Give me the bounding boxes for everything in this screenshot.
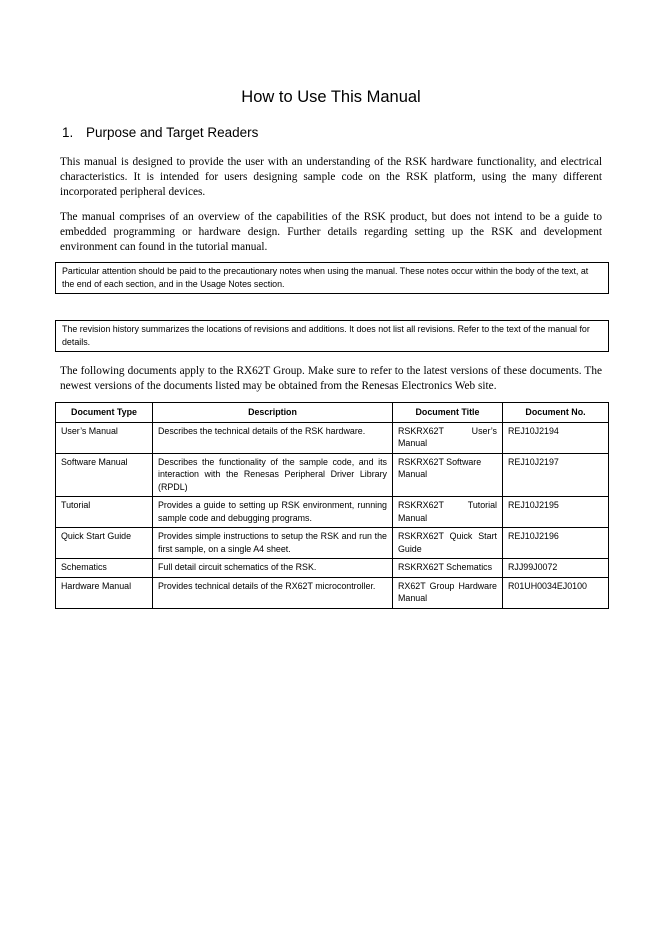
cell-description: Provides a guide to setting up RSK environment, running sample code and debugging programs. <box>153 497 393 528</box>
note-box-precautions: Particular attention should be paid to the precautionary notes when using the manual. These notes occur within the body of the text, at the end of each section, and in the Usage Notes section. <box>55 262 609 294</box>
cell-document-title: RSKRX62T Quick Start Guide <box>393 528 503 559</box>
section-heading-text: Purpose and Target Readers <box>86 125 259 140</box>
header-document-no: Document No. <box>503 403 609 423</box>
section-number: 1. <box>62 125 74 140</box>
table-row <box>56 528 609 559</box>
table-row <box>56 577 609 608</box>
cell-document-type: Quick Start Guide <box>56 528 153 559</box>
cell-description: Describes the functionality of the sample code, and its interaction with the Renesas Peripheral Driver Library (RPDL) <box>153 453 393 497</box>
section-heading <box>62 125 258 140</box>
table-row <box>56 422 609 453</box>
page-title: How to Use This Manual <box>241 88 421 106</box>
paragraph-overview: The manual comprises of an overview of the capabilities of the RSK product, but does not intend to be a guide to embedded programming or hardware design. Further details regarding setting up the RSK and development environment can found in the tutorial manual. <box>60 211 602 253</box>
paragraph-purpose: This manual is designed to provide the user with an understanding of the RSK hardware functionality, and electrical characteristics. It is intended for users designing sample code on the RSK platform, using the many different incorporated peripheral devices. <box>60 156 602 198</box>
cell-document-type: Hardware Manual <box>56 577 153 608</box>
cell-document-type: Tutorial <box>56 497 153 528</box>
cell-document-title: RSKRX62T Software Manual <box>393 453 503 497</box>
cell-document-no: REJ10J2197 <box>503 453 609 497</box>
cell-document-title: RSKRX62T Tutorial Manual <box>393 497 503 528</box>
cell-description: Full detail circuit schematics of the RSK. <box>153 559 393 578</box>
cell-description: Provides technical details of the RX62T microcontroller. <box>153 577 393 608</box>
paragraph-documents: The following documents apply to the RX62T Group. Make sure to refer to the latest versions of these documents. The newest versions of the documents listed may be obtained from the Renesas Electronics Web site. <box>60 365 602 392</box>
note-box-revision-history: The revision history summarizes the locations of revisions and additions. It does not list all revisions. Refer to the text of the manual for details. <box>55 320 609 352</box>
table-row <box>56 559 609 578</box>
cell-document-no: RJJ99J0072 <box>503 559 609 578</box>
documents-table <box>55 402 609 609</box>
cell-document-type: User’s Manual <box>56 422 153 453</box>
cell-document-no: REJ10J2196 <box>503 528 609 559</box>
cell-document-type: Software Manual <box>56 453 153 497</box>
header-description: Description <box>153 403 393 423</box>
cell-description: Describes the technical details of the RSK hardware. <box>153 422 393 453</box>
table-header-row <box>56 403 609 423</box>
cell-document-type: Schematics <box>56 559 153 578</box>
cell-description: Provides simple instructions to setup the RSK and run the first sample, on a single A4 sheet. <box>153 528 393 559</box>
table-row <box>56 453 609 497</box>
cell-document-title: RSKRX62T User’s Manual <box>393 422 503 453</box>
header-document-type: Document Type <box>56 403 153 423</box>
table-row <box>56 497 609 528</box>
cell-document-no: REJ10J2195 <box>503 497 609 528</box>
cell-document-no: R01UH0034EJ0100 <box>503 577 609 608</box>
cell-document-title: RSKRX62T Schematics <box>393 559 503 578</box>
cell-document-title: RX62T Group Hardware Manual <box>393 577 503 608</box>
cell-document-no: REJ10J2194 <box>503 422 609 453</box>
header-document-title: Document Title <box>393 403 503 423</box>
